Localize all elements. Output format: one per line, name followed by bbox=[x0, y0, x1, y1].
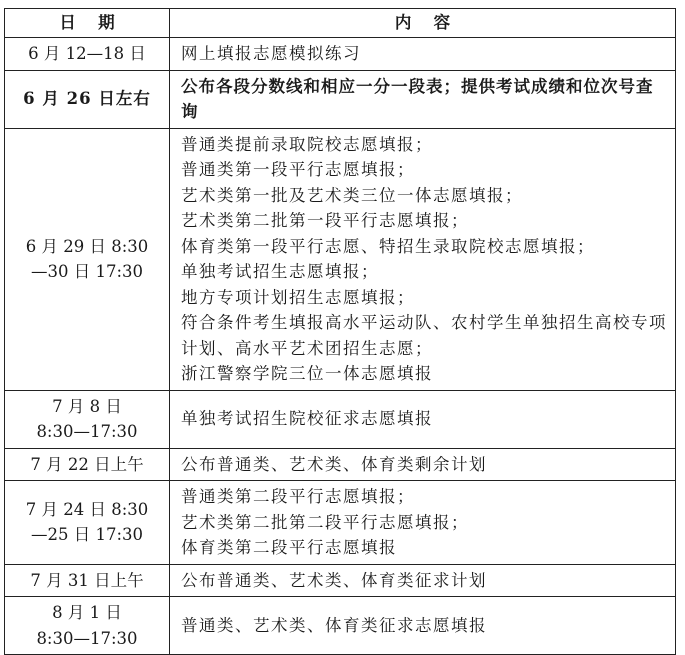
date-line: —25 日 17:30 bbox=[30, 525, 144, 545]
content-line: 体育类第二段平行志愿填报 bbox=[181, 538, 397, 557]
content-line: 艺术类第二批第一段平行志愿填报； bbox=[181, 211, 469, 230]
content-line: 公布普通类、艺术类、体育类征求计划 bbox=[181, 570, 487, 590]
header-date: 日 期 bbox=[5, 9, 170, 38]
date-cell bbox=[5, 390, 170, 448]
content-cell bbox=[170, 38, 676, 71]
table-row bbox=[5, 38, 676, 71]
date-line: 7 月 8 日 bbox=[52, 396, 122, 416]
date-cell bbox=[5, 481, 170, 565]
header-content: 内 容 bbox=[170, 9, 676, 38]
content-line: 单独考试招生志愿填报； bbox=[181, 262, 379, 281]
date-cell bbox=[5, 38, 170, 71]
date-line: 8:30—17:30 bbox=[36, 628, 138, 648]
date-line: 7 月 24 日 8:30 bbox=[25, 499, 149, 519]
table-row bbox=[5, 448, 676, 481]
content-line: 网上填报志愿模拟练习 bbox=[181, 44, 361, 63]
date-line: 6 月 26 日左右 bbox=[23, 89, 151, 109]
date-line: 7 月 22 日上午 bbox=[30, 454, 144, 474]
content-line: 单独考试招生院校征求志愿填报 bbox=[181, 409, 433, 429]
table-row bbox=[5, 564, 676, 597]
date-cell bbox=[5, 564, 170, 597]
content-cell bbox=[170, 390, 676, 448]
table-row bbox=[5, 481, 676, 565]
date-line: 8:30—17:30 bbox=[36, 422, 138, 441]
content-cell bbox=[170, 564, 676, 597]
content-line: 公布普通类、艺术类、体育类剩余计划 bbox=[181, 454, 487, 474]
content-line: 公布各段分数线和相应一分一段表；提供考试成绩和位次号查询 bbox=[181, 76, 654, 121]
content-cell bbox=[170, 70, 676, 128]
content-line: 地方专项计划招生志愿填报； bbox=[181, 287, 415, 307]
content-line: 普通类提前录取院校志愿填报； bbox=[181, 134, 433, 154]
content-cell bbox=[170, 128, 676, 390]
content-line: 艺术类第一批及艺术类三位一体志愿填报； bbox=[181, 185, 523, 205]
content-line: 普通类、艺术类、体育类征求志愿填报 bbox=[181, 615, 487, 635]
content-line: 符合条件考生填报高水平运动队、农村学生单独招生高校专项计划、高水平艺术团招生志愿； bbox=[181, 313, 667, 358]
content-cell bbox=[170, 481, 676, 565]
date-cell bbox=[5, 70, 170, 128]
date-cell bbox=[5, 128, 170, 390]
content-line: 艺术类第二批第二段平行志愿填报； bbox=[181, 512, 469, 532]
schedule-table bbox=[4, 8, 676, 655]
table-row bbox=[5, 128, 676, 390]
content-line: 浙江警察学院三位一体志愿填报 bbox=[181, 364, 433, 383]
content-line: 普通类第一段平行志愿填报； bbox=[181, 160, 415, 179]
content-line: 普通类第二段平行志愿填报； bbox=[181, 487, 415, 506]
date-line: 7 月 31 日上午 bbox=[30, 570, 144, 590]
content-line: 体育类第一段平行志愿、特招生录取院校志愿填报； bbox=[181, 236, 595, 256]
date-cell bbox=[5, 448, 170, 481]
date-line: 6 月 12—18 日 bbox=[28, 44, 146, 63]
date-line: 6 月 29 日 8:30 bbox=[25, 236, 149, 256]
header-row bbox=[5, 9, 676, 38]
date-line: —30 日 17:30 bbox=[30, 262, 144, 281]
date-line: 8 月 1 日 bbox=[52, 603, 122, 622]
content-cell bbox=[170, 448, 676, 481]
table-row bbox=[5, 390, 676, 448]
table-row bbox=[5, 70, 676, 128]
